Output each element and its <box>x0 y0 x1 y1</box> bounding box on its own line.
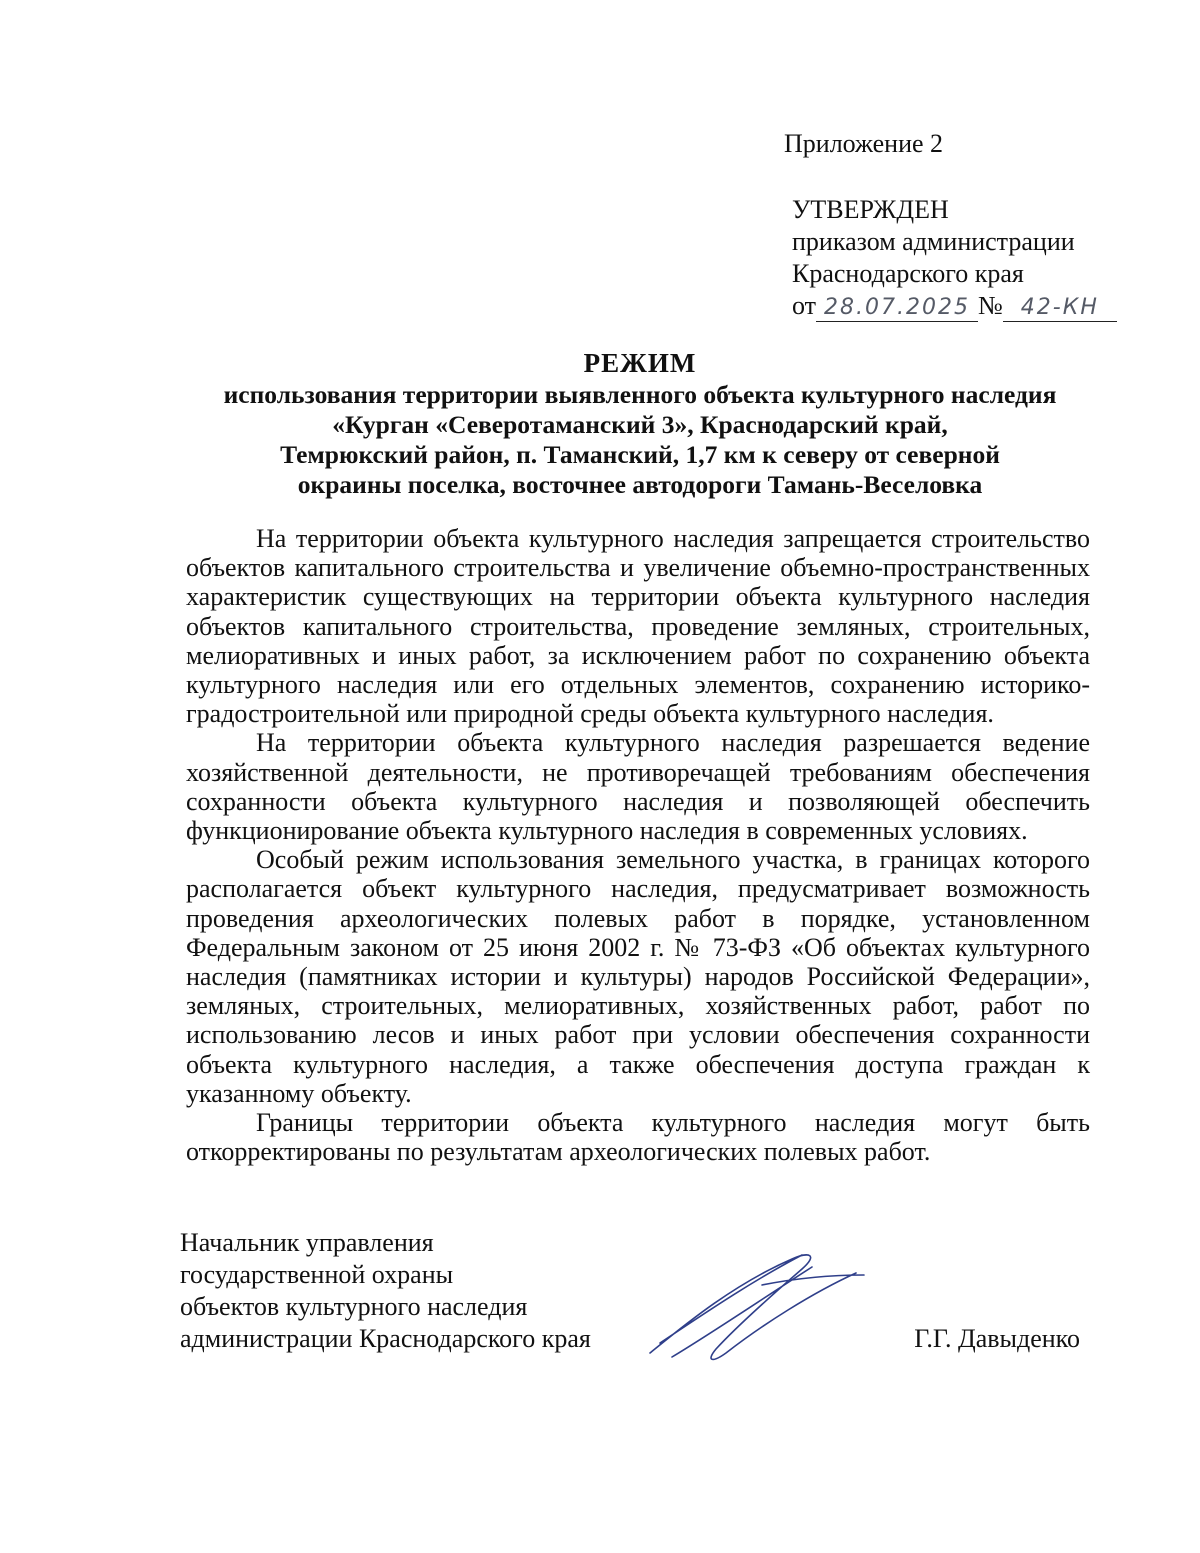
paragraph-special-regime: Особый режим использования земельного участка, в границах которого располагается объект культурного наследия, предусматривает возможность проведения археологических полевых работ в порядке, установленном Федеральным законом от 25 июня 2002 г. № 73-ФЗ «Об объектах культурного наследия (памятниках истории и культуры) народов Российской Федерации», земляных, строительных, мелиоративных, хозяйственных работ, работ по использованию лесов и иных работ при условии обеспечения сохранности объекта культурного наследия, а также обеспечения доступа граждан к указанному объекту. <box>186 845 1090 1108</box>
signatory-position <box>180 1227 591 1355</box>
appendix-label: Приложение 2 <box>784 129 944 158</box>
approved-by-order: приказом администрации <box>792 227 1075 256</box>
approved-region: Краснодарского края <box>792 259 1024 288</box>
title-line-2: «Курган «Северотаманский 3», Краснодарский край, <box>332 410 948 439</box>
position-line-1: Начальник управления <box>180 1228 434 1257</box>
number-sign: № <box>978 291 1003 320</box>
document-title <box>140 346 1140 500</box>
handwritten-signature <box>642 1245 872 1365</box>
approval-block <box>792 194 1117 322</box>
position-line-3: объектов культурного наследия <box>180 1292 528 1321</box>
handwritten-date: 28.07.2025 <box>816 295 978 322</box>
signatory-name: Г.Г. Давыденко <box>914 1324 1080 1353</box>
paragraph-prohibited: На территории объекта культурного наследия запрещается строительство объектов капитального строительства и увеличение объемно-пространственных характеристик существующих на территории объекта культурного наследия объектов капитального строительства, проведение земляных, строительных, мелиоративных и иных работ, за исключением работ по сохранению объекта культурного наследия или его отдельных элементов, сохранению историко-градостроительной или природной среды объекта культурного наследия. <box>186 524 1090 729</box>
title-main: РЕЖИМ <box>583 348 697 378</box>
title-line-3: Темрюкский район, п. Таманский, 1,7 км к северу от северной <box>280 440 1000 469</box>
paragraph-permitted: На территории объекта культурного наследия разрешается ведение хозяйственной деятельности, не противоречащей требованиям обеспечения сохранности объекта культурного наследия и позволяющей обеспечить функционирование объекта культурного наследия в современных условиях. <box>186 728 1090 846</box>
position-line-4: администрации Краснодарского края <box>180 1324 591 1353</box>
order-date-line <box>792 290 1117 322</box>
from-prefix: от <box>792 291 817 320</box>
approved-label: УТВЕРЖДЕН <box>792 195 949 224</box>
paragraph-boundaries: Границы территории объекта культурного наследия могут быть откорректированы по результатам археологических полевых работ. <box>186 1108 1090 1167</box>
signature-block <box>180 1227 1100 1367</box>
title-line-1: использования территории выявленного объекта культурного наследия <box>223 380 1057 409</box>
position-line-2: государственной охраны <box>180 1260 454 1289</box>
document-body <box>186 524 1090 1166</box>
title-line-4: окраины поселка, восточнее автодороги Тамань-Веселовка <box>297 470 983 499</box>
handwritten-number: 42-КН <box>1003 295 1117 322</box>
